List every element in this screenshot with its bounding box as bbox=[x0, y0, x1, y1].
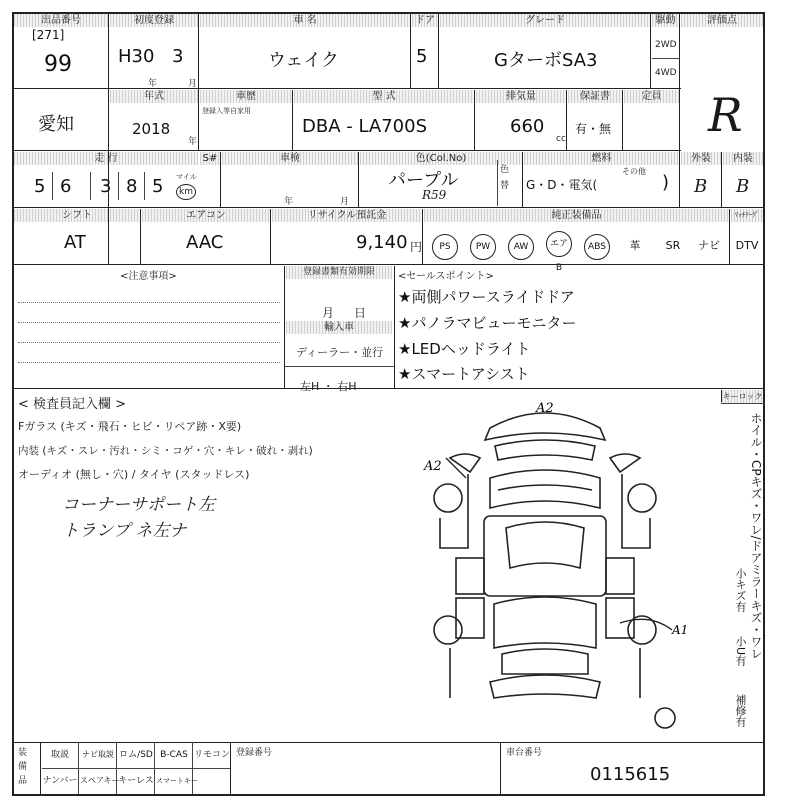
keyset-header: ﾏｯﾁﾃｰｸﾞ bbox=[731, 209, 763, 222]
equip-aw: AW bbox=[502, 231, 540, 261]
exterior-header: 外装 bbox=[681, 152, 721, 165]
equip-item: スマートキー bbox=[156, 777, 198, 785]
first-reg-year: H30 bbox=[118, 46, 155, 67]
mileage-unit-km: km bbox=[176, 184, 196, 200]
reg-month: 月 bbox=[322, 306, 335, 320]
fuel-header: 燃料 bbox=[524, 152, 679, 165]
lot-header: 出品番号 bbox=[14, 14, 108, 27]
side-sub: 小U有 bbox=[734, 636, 747, 667]
side-sub: 小キズ有 bbox=[734, 568, 747, 612]
inspector-line: Fガラス (キズ・飛石・ヒビ・リペア跡・X要) bbox=[18, 420, 242, 433]
reg-day: 日 bbox=[354, 306, 367, 320]
doors-header: ドア bbox=[412, 14, 438, 27]
interior-value: B bbox=[736, 176, 750, 197]
interior-header: 内装 bbox=[723, 152, 763, 165]
mark-a2-side: A2 bbox=[424, 459, 442, 474]
equip-dtv: DTV bbox=[735, 239, 759, 252]
displacement-header: 排気量 bbox=[476, 90, 566, 103]
ac-header: エアコン bbox=[142, 209, 270, 222]
equip-ps: PS bbox=[426, 231, 464, 261]
displacement: 660 bbox=[510, 116, 545, 137]
mileage-digit: 8 bbox=[126, 176, 138, 197]
inspection-month: 月 bbox=[340, 197, 350, 207]
keylock-header: キーロック bbox=[722, 392, 763, 401]
first-reg-month: 3 bbox=[172, 46, 184, 67]
grade-header: グレード bbox=[440, 14, 650, 27]
s-header: S# bbox=[200, 152, 220, 165]
equip-item: ナンバー bbox=[42, 776, 78, 786]
sales-point: ★LEDヘッドライト bbox=[398, 340, 531, 358]
shift-value: AT bbox=[64, 232, 86, 253]
equip-item: 取説 bbox=[50, 750, 69, 760]
inspector-note: コーナーサポート左 bbox=[62, 495, 215, 515]
drive-header: 駆動 bbox=[652, 14, 679, 27]
fuel-close: ) bbox=[662, 172, 670, 193]
inspector-title: < 検査員記入欄 > bbox=[18, 397, 127, 412]
ac-value: AAC bbox=[186, 232, 224, 253]
side-notes: ホイル・CPキズ・ワレ/ドアミラーキズ・ワレ bbox=[749, 412, 763, 660]
mileage-digit: 3 bbox=[100, 176, 112, 197]
chassis-label: 車台番号 bbox=[506, 748, 543, 758]
inspection-header: 車検 bbox=[222, 152, 358, 165]
vehicle-header: 車歴 bbox=[200, 90, 292, 103]
fuel-value: G・D・電気( bbox=[526, 178, 598, 192]
model-year-unit: 年 bbox=[188, 137, 198, 147]
inspector-note: トランプ ネ左ナ bbox=[62, 521, 187, 541]
model-code-header: 型 式 bbox=[294, 90, 474, 103]
exterior-value: B bbox=[694, 176, 708, 197]
inspector-line: オーディオ (無し・穴) / タイヤ (スタッドレス) bbox=[18, 468, 250, 481]
sales-point: ★両側パワースライドドア bbox=[398, 288, 575, 306]
capacity-header: 定員 bbox=[624, 90, 679, 103]
yen-unit: 円 bbox=[410, 240, 423, 254]
equip-item: リモコン bbox=[194, 750, 231, 760]
mark-a1: A1 bbox=[672, 623, 689, 637]
warranty: 有・無 bbox=[575, 122, 612, 136]
warranty-header: 保証書 bbox=[568, 90, 622, 103]
mileage-digit: 6 bbox=[60, 176, 72, 197]
chassis-number: 0115615 bbox=[590, 764, 671, 785]
model-year-header: 年式 bbox=[110, 90, 198, 103]
equip-pw: PW bbox=[464, 231, 502, 261]
drive-2wd: 2WD bbox=[655, 40, 677, 50]
drive-4wd: 4WD bbox=[655, 68, 677, 78]
equip-abs: ABS bbox=[578, 231, 616, 261]
shift-header: シフト bbox=[14, 209, 140, 222]
equip-item: ナビ取説 bbox=[82, 750, 114, 759]
recycle-value: 9,140 bbox=[356, 232, 408, 253]
location: 愛知 bbox=[38, 114, 74, 135]
equip-item: キーレス bbox=[118, 776, 154, 786]
car-name: ウェイク bbox=[268, 50, 339, 71]
sales-label: <セールスポイント> bbox=[398, 271, 494, 282]
first-reg-tsuki: 月 bbox=[188, 79, 198, 89]
recycle-header: リサイクル預託金 bbox=[272, 209, 422, 222]
inspector-line: 内装 (キズ・スレ・汚れ・シミ・コゲ・穴・キレ・破れ・剥れ) bbox=[18, 445, 313, 457]
first-reg-header: 初度登録 bbox=[110, 14, 198, 27]
equipment-header: 純正装備品 bbox=[424, 209, 729, 222]
sales-point: ★スマートアシスト bbox=[398, 365, 530, 383]
score-header: 評価点 bbox=[681, 14, 763, 27]
import-header: 輸入車 bbox=[286, 321, 392, 334]
equip-item: B-CAS bbox=[160, 750, 188, 760]
equip-item: スペアキー bbox=[80, 776, 120, 785]
sales-point: ★パノラマビューモニター bbox=[398, 314, 577, 332]
reg-number-label: 登録番号 bbox=[236, 748, 273, 758]
color-value: パープル bbox=[388, 170, 459, 191]
color-header: 色(Col.No) bbox=[360, 152, 522, 165]
cc-unit: cc bbox=[556, 134, 566, 144]
vehicle-sub: 登録入等自家用 bbox=[202, 107, 251, 115]
doors-value: 5 bbox=[416, 46, 428, 67]
mileage-unit-mile: マイル bbox=[176, 173, 197, 181]
equip-item: ロム/SD bbox=[119, 750, 153, 760]
lot-number: 99 bbox=[44, 52, 72, 77]
equip-airbag: エアB bbox=[540, 231, 578, 261]
side-sub: 補修有 bbox=[734, 694, 747, 727]
equip-navi: ナビ bbox=[698, 239, 720, 252]
mileage-digit: 5 bbox=[152, 176, 164, 197]
model-year: 2018 bbox=[132, 120, 171, 138]
equip-leather: 革 bbox=[629, 239, 641, 252]
score-value: R bbox=[708, 88, 743, 142]
reg-note-header: 登録書類有効期限 bbox=[286, 266, 392, 279]
model-code: DBA - LA700S bbox=[302, 116, 427, 137]
inspection-year: 年 bbox=[284, 197, 294, 207]
equip-label: 装備品 bbox=[18, 748, 28, 786]
grade-value: GターボSA3 bbox=[494, 50, 598, 71]
color-change: 色替 bbox=[500, 165, 510, 191]
car-name-header: 車 名 bbox=[200, 14, 410, 27]
mileage-header: 走 行 bbox=[14, 152, 198, 165]
mark-a2-top: A2 bbox=[536, 401, 554, 416]
first-reg-nen: 年 bbox=[148, 79, 158, 89]
caution-label: <注意事項> bbox=[120, 271, 177, 282]
dealer-option: ディーラー・並行 bbox=[296, 346, 384, 359]
mileage-digit: 5 bbox=[34, 176, 46, 197]
fuel-other: その他 bbox=[622, 167, 646, 176]
car-diagram bbox=[410, 398, 689, 738]
color-code: R59 bbox=[422, 188, 447, 202]
equip-sr: SR bbox=[665, 239, 681, 252]
lot-prefix: [271] bbox=[32, 28, 65, 42]
steering-option: 左H ・ 右H bbox=[300, 380, 357, 393]
